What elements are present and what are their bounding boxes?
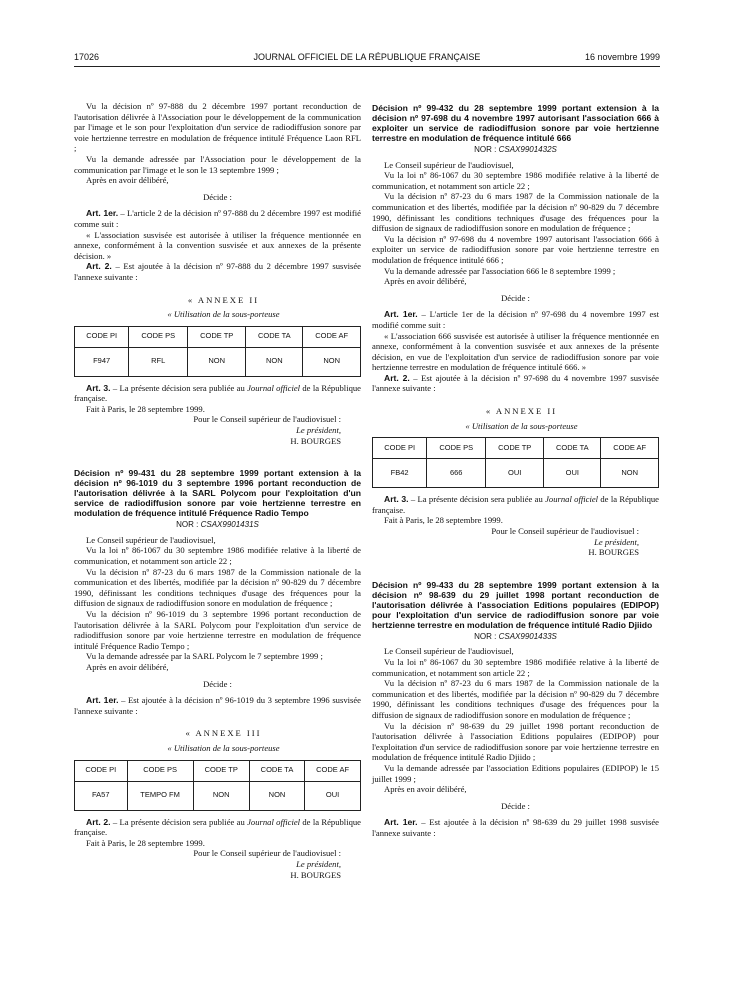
table-cell: NON xyxy=(249,781,304,810)
article-text: – Est ajoutée à la décision nº 97-888 du 2 décembre 1997 susvisée l'annexe suivante : xyxy=(74,261,361,282)
page-number: 17026 xyxy=(74,52,100,62)
paragraph: Après en avoir délibéré, xyxy=(384,276,467,287)
column-header: CODE PS xyxy=(129,326,188,347)
table-cell: FA57 xyxy=(75,781,128,810)
table-cell: F947 xyxy=(75,347,129,376)
article-quote: « L'association susvisée est autorisée à utiliser la fréquence mentionnée en annexe, conformément à la convention susvisée et aux annexes de la présente décision. » xyxy=(74,229,361,261)
done-at: Fait à Paris, le 28 septembre 1999. xyxy=(86,837,205,848)
table-cell: 666 xyxy=(427,459,486,488)
paragraph: Le Conseil supérieur de l'audiovisuel, xyxy=(384,159,514,170)
table-cell: FB42 xyxy=(373,459,427,488)
article-1: Art. 1er. – Est ajoutée à la décision nº 98-639 du 29 juillet 1998 susvisée l'annexe suivante : xyxy=(372,817,659,838)
paragraph: Le Conseil supérieur de l'audiovisuel, xyxy=(384,646,514,657)
paragraph: Vu la décision nº 87-23 du 6 mars 1987 de la Commission nationale de la communication et des libertés, modifiée par la décision nº 90-829 du 7 décembre 1990, définissant les conditions techniques d'usage des fréquences pour la diffusion de signaux de radiodiffusion sonore en modulation de fréquence ; xyxy=(74,566,361,609)
table-cell: OUI xyxy=(486,459,544,488)
paragraph: Vu la décision nº 98-639 du 29 juillet 1998 portant reconduction de l'autorisation délivrée à l'association Editions populaires (EDIPOP) pour l'exploitation d'un service de radiodiffusion sonore par voie hertzienne terrestre en modulation de fréquence intitulé Radio Djiido ; xyxy=(372,720,659,763)
paragraph: Vu la décision nº 97-888 du 2 décembre 1997 portant reconduction de l'autorisation délivrée à l'Association pour le développement de la communication par l'image et le son pour l'exploitation d'un service de radiodiffusion sonore par voie hertzienne terrestre en modulation de fréquence intitulé Fréquence Laon RFL ; xyxy=(74,101,361,154)
article-label: Art. 2. xyxy=(86,261,112,272)
signature-role: Le président, xyxy=(296,425,341,436)
table-row xyxy=(373,459,659,488)
paragraph: Vu la décision nº 97-698 du 4 novembre 1997 autorisant l'association 666 à exploiter un service de radiodiffusion sonore par voie hertzienne terrestre en modulation de fréquence intitulé 666 ; xyxy=(372,233,659,265)
annexe-table xyxy=(372,437,659,488)
paragraph: Vu la demande adressée par l'association Editions populaires (EDIPOP) le 15 juillet 1999 ; xyxy=(372,762,659,784)
annexe-table xyxy=(74,760,361,811)
signature-for: Pour le Conseil supérieur de l'audiovisuel : xyxy=(193,848,341,859)
column-header: CODE PI xyxy=(373,438,427,459)
decide-heading: Décide : xyxy=(203,191,232,202)
article-1: Art. 1er. – L'article 1er de la décision nº 97-698 du 4 novembre 1997 est modifié comme suit : xyxy=(372,309,659,330)
decide-heading: Décide : xyxy=(501,800,530,811)
article-label: Art. 1er. xyxy=(86,208,119,219)
article-3: Art. 3. – La présente décision sera publiée au Journal officiel de la République française. xyxy=(372,494,659,515)
paragraph: Vu la loi nº 86-1067 du 30 septembre 1986 modifiée relative à la liberté de communication, et notamment son article 22 ; xyxy=(74,545,361,567)
paragraph: Vu la loi nº 86-1067 du 30 septembre 1986 modifiée relative à la liberté de communication, et notamment son article 22 ; xyxy=(372,657,659,678)
table-cell: NON xyxy=(303,347,361,376)
paragraph: Le Conseil supérieur de l'audiovisuel, xyxy=(86,534,216,545)
column-header: CODE AF xyxy=(303,326,361,347)
nor-reference: NOR : CSAX9901433S xyxy=(474,631,557,641)
table-cell: OUI xyxy=(305,781,361,810)
annexe-subtitle: « Utilisation de la sous-porteuse xyxy=(465,420,578,431)
article-label: Art. 2. xyxy=(86,816,111,827)
paragraph: Vu la décision nº 87-23 du 6 mars 1987 de la Commission nationale de la communication et des libertés, modifiée par la décision nº 90-829 du 7 décembre 1990, définissant les conditions techniques d'usage des fréquences pour la diffusion de signaux de radiodiffusion sonore en modulation de fréquence ; xyxy=(372,678,659,720)
column-header: CODE TP xyxy=(193,760,249,781)
article-quote: « L'association 666 susvisée est autorisée à utiliser la fréquence mentionnée en annexe, conformément à la convention susvisée et aux annexes de la présente décision, en vue de l'exploitation d'un service de radiodiffusion sonore par voie hertzienne terrestre en modulation de fréquence intitulé 666. » xyxy=(372,330,659,373)
column-header: CODE PI xyxy=(75,760,128,781)
annexe-heading: « ANNEXE II xyxy=(187,294,260,305)
signature-name: H. BOURGES xyxy=(290,869,341,880)
column-header: CODE PS xyxy=(427,438,486,459)
paragraph: Vu la décision nº 96-1019 du 3 septembre 1996 portant reconduction de l'autorisation délivrée à la SARL Polycom pour l'exploitation d'un service de radiodiffusion sonore par voie hertzienne terrestre en modulation de fréquence intitulé Fréquence Radio Tempo ; xyxy=(74,609,361,651)
article-label: Art. 3. xyxy=(86,382,111,393)
article-label: Art. 2. xyxy=(384,372,410,383)
nor-reference: NOR : CSAX9901431S xyxy=(176,520,259,530)
article-1: Art. 1er. – Est ajoutée à la décision nº 96-1019 du 3 septembre 1996 susvisée l'annexe suivante : xyxy=(74,695,361,716)
decide-heading: Décide : xyxy=(203,678,232,689)
decision-title: Décision nº 99-431 du 28 septembre 1999 portant extension à la décision nº 96-1019 du 3 septembre 1996 portant reconduction de l'autorisation délivrée à la SARL Polycom pour l'exploitation d'un service de radiodiffusion sonore par voie hertzienne terrestre en modulation de fréquence intitulé Fréquence Radio Tempo xyxy=(74,468,361,519)
signature-name: H. BOURGES xyxy=(588,547,639,558)
table-cell: NON xyxy=(601,459,659,488)
table-cell: NON xyxy=(193,781,249,810)
table-cell: NON xyxy=(188,347,246,376)
right-column xyxy=(372,101,659,839)
issue-date: 16 novembre 1999 xyxy=(584,52,660,62)
signature-for: Pour le Conseil supérieur de l'audiovisuel : xyxy=(491,526,639,537)
annexe-subtitle: « Utilisation de la sous-porteuse xyxy=(167,742,280,753)
article-2: Art. 2. – Est ajoutée à la décision nº 97-698 du 4 novembre 1997 susvisée l'annexe suivante : xyxy=(372,372,659,394)
paragraph: Vu la demande adressée par l'association 666 le 8 septembre 1999 ; xyxy=(384,265,616,276)
paragraph: Après en avoir délibéré, xyxy=(86,661,169,672)
article-1 xyxy=(74,208,361,229)
done-at: Fait à Paris, le 28 septembre 1999. xyxy=(384,515,503,526)
signature-role: Le président, xyxy=(296,858,341,869)
column-header: CODE TP xyxy=(188,326,246,347)
header-rule xyxy=(74,66,660,67)
annexe-subtitle: « Utilisation de la sous-porteuse xyxy=(167,309,280,320)
annexe-heading: « ANNEXE II xyxy=(485,406,558,417)
signature-role: Le président, xyxy=(594,536,639,547)
annexe-table xyxy=(74,326,361,377)
signature-name: H. BOURGES xyxy=(290,435,341,446)
article-2 xyxy=(74,261,361,282)
left-column xyxy=(74,101,361,880)
paragraph: Après en avoir délibéré, xyxy=(86,175,169,186)
column-header: CODE PI xyxy=(75,326,129,347)
column-header: CODE TP xyxy=(486,438,544,459)
journal-title: JOURNAL OFFICIEL DE LA RÉPUBLIQUE FRANÇAISE xyxy=(253,52,481,62)
article-label: Art. 1er. xyxy=(384,309,418,320)
table-cell: OUI xyxy=(544,459,601,488)
article-text: – L'article 2 de la décision nº 97-888 du 2 décembre 1997 est modifié comme suit : xyxy=(74,208,361,229)
table-cell: RFL xyxy=(129,347,188,376)
table-cell: NON xyxy=(246,347,303,376)
paragraph: Vu la loi nº 86-1067 du 30 septembre 1986 modifiée relative à la liberté de communication, et notamment son article 22 ; xyxy=(372,170,659,191)
paragraph: Vu la demande adressée par l'Association pour le développement de la communication par l'image et le son le 13 septembre 1999 ; xyxy=(74,153,361,175)
column-header: CODE AF xyxy=(305,760,361,781)
annexe-heading: « ANNEXE III xyxy=(185,728,262,739)
article-label: Art. 1er. xyxy=(86,695,119,706)
column-header: CODE PS xyxy=(127,760,193,781)
article-3: Art. 3. – La présente décision sera publiée au Journal officiel de la République française. xyxy=(74,382,361,404)
article-2: Art. 2. – La présente décision sera publiée au Journal officiel de la République française. xyxy=(74,816,361,838)
table-row xyxy=(75,781,361,810)
decision-title: Décision nº 99-432 du 28 septembre 1999 portant extension à la décision nº 97-698 du 4 novembre 1997 autorisant l'association 666 à exploiter un service de radiodiffusion sonore par voie hertzienne terrestre en modulation de fréquence intitulé 666 xyxy=(372,103,659,143)
column-header: CODE TA xyxy=(544,438,601,459)
nor-reference: NOR : CSAX9901432S xyxy=(474,145,557,154)
column-header: CODE AF xyxy=(601,438,659,459)
paragraph: Après en avoir délibéré, xyxy=(384,784,467,795)
decision-title: Décision nº 99-433 du 28 septembre 1999 portant extension à la décision nº 98-639 du 29 juillet 1998 portant reconduction de l'autorisation délivrée à l'association Editions populaires (EDIPOP) pour l'exploitation d'un service de radiodiffusion sonore par voie hertzienne terrestre en modulation de fréquence intitulé Radio Djiido xyxy=(372,579,659,630)
paragraph: Vu la décision nº 87-23 du 6 mars 1987 de la Commission nationale de la communication et des libertés, modifiée par la décision nº 90-829 du 7 décembre 1990, définissant les conditions techniques d'usage des fréquences pour la diffusion de signaux de radiodiffusion sonore en modulation de fréquence ; xyxy=(372,191,659,234)
column-header: CODE TA xyxy=(249,760,304,781)
table-cell: TEMPO FM xyxy=(127,781,193,810)
decide-heading: Décide : xyxy=(501,292,530,303)
column-header: CODE TA xyxy=(246,326,303,347)
done-at: Fait à Paris, le 28 septembre 1999. xyxy=(86,403,205,414)
article-label: Art. 1er. xyxy=(384,817,418,828)
signature-for: Pour le Conseil supérieur de l'audiovisuel : xyxy=(193,414,341,425)
page-header xyxy=(74,52,660,66)
article-label: Art. 3. xyxy=(384,494,409,505)
table-row xyxy=(75,347,361,376)
paragraph: Vu la demande adressée par la SARL Polycom le 7 septembre 1999 ; xyxy=(86,651,323,662)
